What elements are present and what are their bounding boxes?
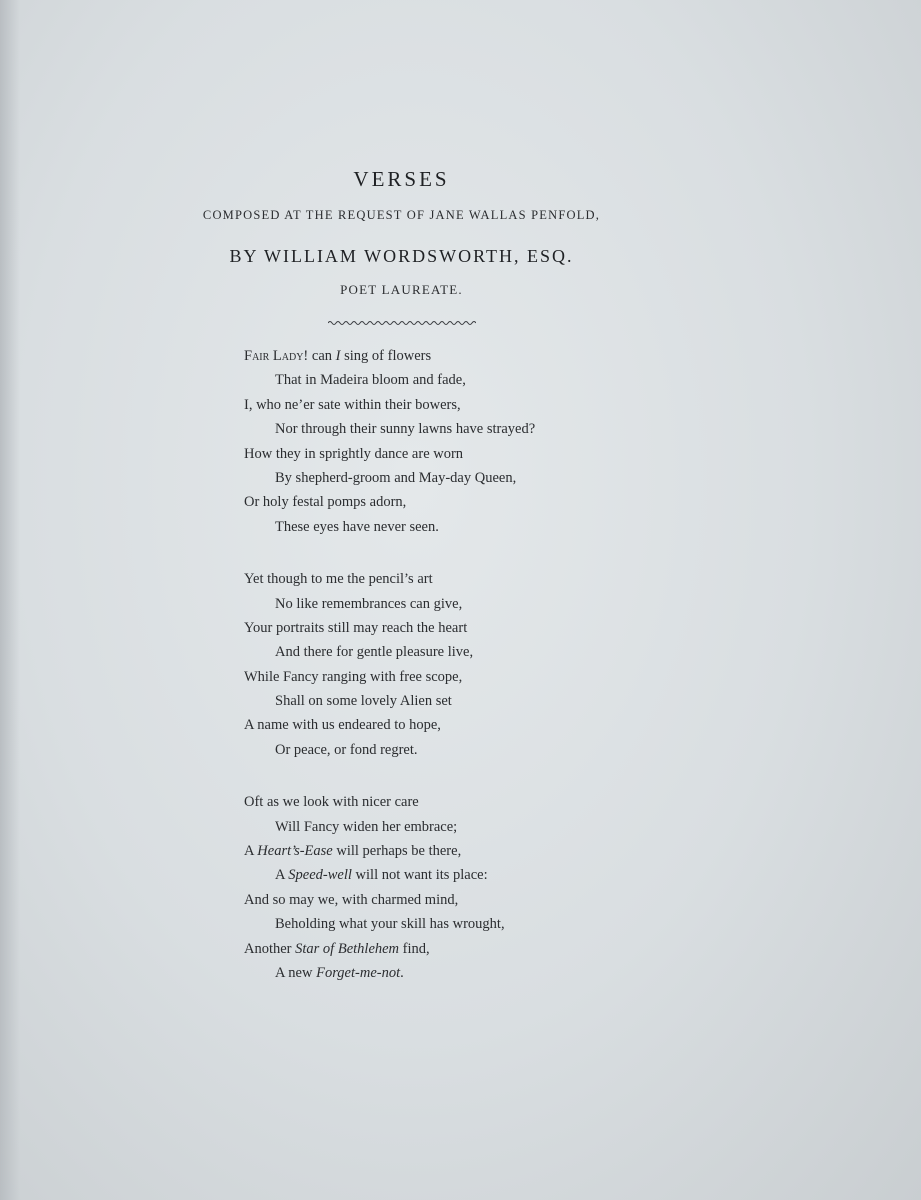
- wavy-rule-divider: [328, 318, 476, 328]
- page-title: VERSES: [353, 167, 450, 191]
- poem-text: can: [308, 348, 336, 364]
- poem-text: will perhaps be there,: [332, 843, 462, 860]
- poem-line: Will Fancy widen her embrace;: [275, 818, 458, 835]
- poem-line: Your portraits still may reach the heart: [244, 619, 468, 636]
- poem-text: find,: [399, 940, 430, 957]
- poem-line: A name with us endeared to hope,: [244, 717, 441, 734]
- poem-line: Nor through their sunny lawns have strayed?: [275, 421, 536, 438]
- poem-line: I, who ne’er sate within their bowers,: [244, 396, 461, 413]
- poem-text-italic: Star of Bethlehem: [295, 940, 400, 957]
- poem-line: Or peace, or fond regret.: [275, 741, 418, 758]
- poem-line: Oft as we look with nicer care: [244, 794, 419, 811]
- subtitle: COMPOSED AT THE REQUEST OF JANE WALLAS PENFOLD,: [202, 208, 601, 222]
- poem: [244, 344, 664, 1013]
- poem-line: How they in sprightly dance are worn: [244, 445, 464, 462]
- stanza-3: [244, 790, 664, 985]
- poem-text-italic: Heart’s-Ease: [257, 843, 333, 860]
- poem-text-italic: Speed-well: [288, 867, 352, 884]
- poem-line: No like remembrances can give,: [275, 595, 463, 612]
- poem-line: These eyes have never seen.: [275, 518, 439, 535]
- stanza-1: [244, 344, 664, 539]
- poem-text: Another: [244, 940, 296, 957]
- poem-line: By shepherd-groom and May-day Queen,: [275, 469, 517, 486]
- poem-line: And so may we, with charmed mind,: [244, 891, 459, 908]
- poem-text: A: [244, 843, 258, 860]
- poem-text: will not want its place:: [351, 867, 488, 884]
- poem-text: .: [400, 964, 404, 981]
- poem-text-italic: Forget-me-not: [316, 964, 401, 981]
- poem-line: That in Madeira bloom and fade,: [275, 372, 466, 389]
- poem-line: [244, 937, 664, 961]
- poem-text: A: [275, 867, 289, 884]
- poem-line: Or holy festal pomps adorn,: [244, 494, 407, 511]
- poem-line: Shall on some lovely Alien set: [275, 693, 452, 710]
- poem-line: And there for gentle pleasure live,: [275, 644, 474, 661]
- stanza-2: [244, 567, 664, 762]
- poem-line: [244, 839, 664, 863]
- poem-line: Yet though to me the pencil’s art: [244, 571, 433, 588]
- poem-line: [244, 863, 664, 887]
- poem-text-italic: I: [335, 348, 341, 364]
- author-line: BY WILLIAM WORDSWORTH, ESQ.: [229, 246, 574, 266]
- poem-line: [244, 961, 664, 985]
- poem-line: Beholding what your skill has wrought,: [275, 916, 505, 933]
- poem-text: sing of flowers: [340, 348, 432, 364]
- poem-line: While Fancy ranging with free scope,: [244, 668, 463, 685]
- author-title: POET LAUREATE.: [340, 282, 463, 297]
- poem-text: Fair Lady!: [244, 348, 309, 364]
- poem-line: [244, 344, 664, 368]
- poem-text: A new: [275, 964, 317, 981]
